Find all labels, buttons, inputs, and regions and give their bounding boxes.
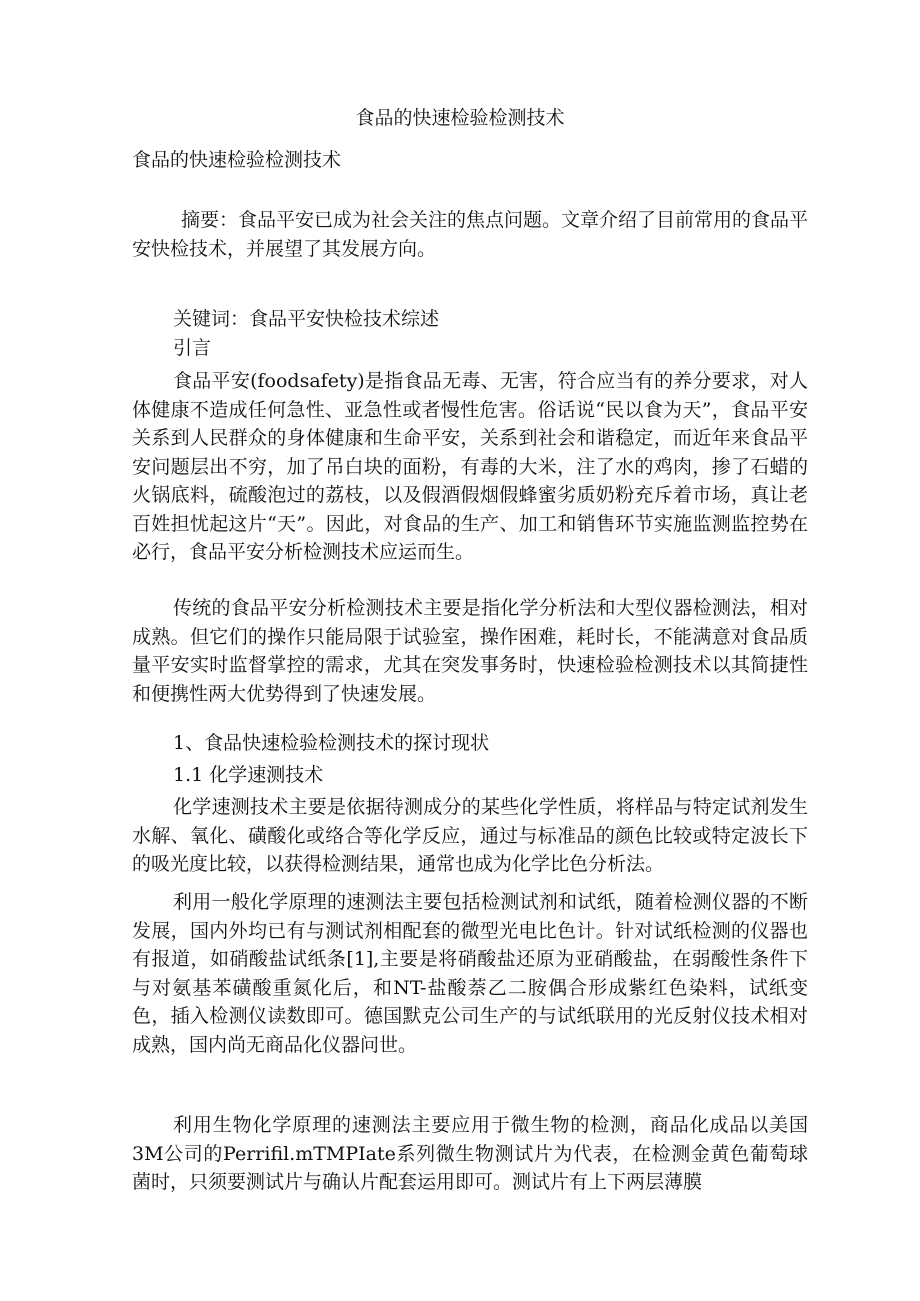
section-1-1-paragraph-2: 利用一般化学原理的速测法主要包括检测试剂和试纸，随着检测仪器的不断发展，国内外均已有与测试剂相配套的微型光电比色计。针对试纸检测的仪器也有报道，如硝酸盐试纸条[1],主要是将硝酸盐还原为亚硝酸盐，在弱酸性条件下与对氨基苯磺酸重氮化后，和NT-盐酸萘乙二胺偶合形成紫红色染料，试纸变色，插入检测仪读数即可。德国默克公司生产的与试纸联用的光反射仪技术相对成熟，国内尚无商品化仪器问世。 — [132, 891, 808, 1056]
section-1-1-heading: 1.1 化学速测技术 — [173, 764, 324, 786]
document-title: 食品的快速检验检测技术 — [355, 107, 565, 129]
keywords-line: 关键词：食品平安快检技术综述 — [173, 308, 440, 330]
intro-paragraph-1: 食品平安(foodsafety)是指食品无毒、无害，符合应当有的养分要求，对人体健康不造成任何急性、亚急性或者慢性危害。俗话说“民以食为天”，食品平安关系到人民群众的身体健康和生命平安，关系到社会和谐稳定，而近年来食品平安问题层出不穷，加了吊白块的面粉，有毒的大米，注了水的鸡肉，掺了石蜡的火锅底料，硫酸泡过的荔枝，以及假酒假烟假蜂蜜劣质奶粉充斥着市场，真让老百姓担忧起这片“天”。因此，对食品的生产、加工和销售环节实施监测监控势在必行，食品平安分析检测技术应运而生。 — [132, 370, 808, 563]
section-1-1-paragraph-3: 利用生物化学原理的速测法主要应用于微生物的检测，商品化成品以美国3M公司的Perrifil.mTMPIate系列微生物测试片为代表，在检测金黄色葡萄球菌时，只须要测试片与确认片配套运用即可。测试片有上下两层薄膜 — [132, 1114, 808, 1193]
intro-paragraph-2: 传统的食品平安分析检测技术主要是指化学分析法和大型仪器检测法，相对成熟。但它们的操作只能局限于试验室，操作困难，耗时长，不能满意对食品质量平安实时监督掌控的需求，尤其在突发事务时，快速检验检测技术以其简捷性和便携性两大优势得到了快速发展。 — [132, 597, 808, 705]
intro-heading: 引言 — [173, 337, 212, 359]
abstract-paragraph: 摘要：食品平安已成为社会关注的焦点问题。文章介绍了目前常用的食品平安快检技术，并展望了其发展方向。 — [132, 209, 809, 260]
section-1-heading: 1、食品快速检验检测技术的探讨现状 — [173, 732, 490, 754]
document-subtitle: 食品的快速检验检测技术 — [132, 149, 342, 171]
section-1-1-paragraph-1: 化学速测技术主要是依据待测成分的某些化学性质，将样品与特定试剂发生水解、氧化、磺酸化或络合等化学反应，通过与标准品的颜色比较或特定波长下的吸光度比较，以获得检测结果，通常也成为化学比色分析法。 — [132, 796, 808, 875]
